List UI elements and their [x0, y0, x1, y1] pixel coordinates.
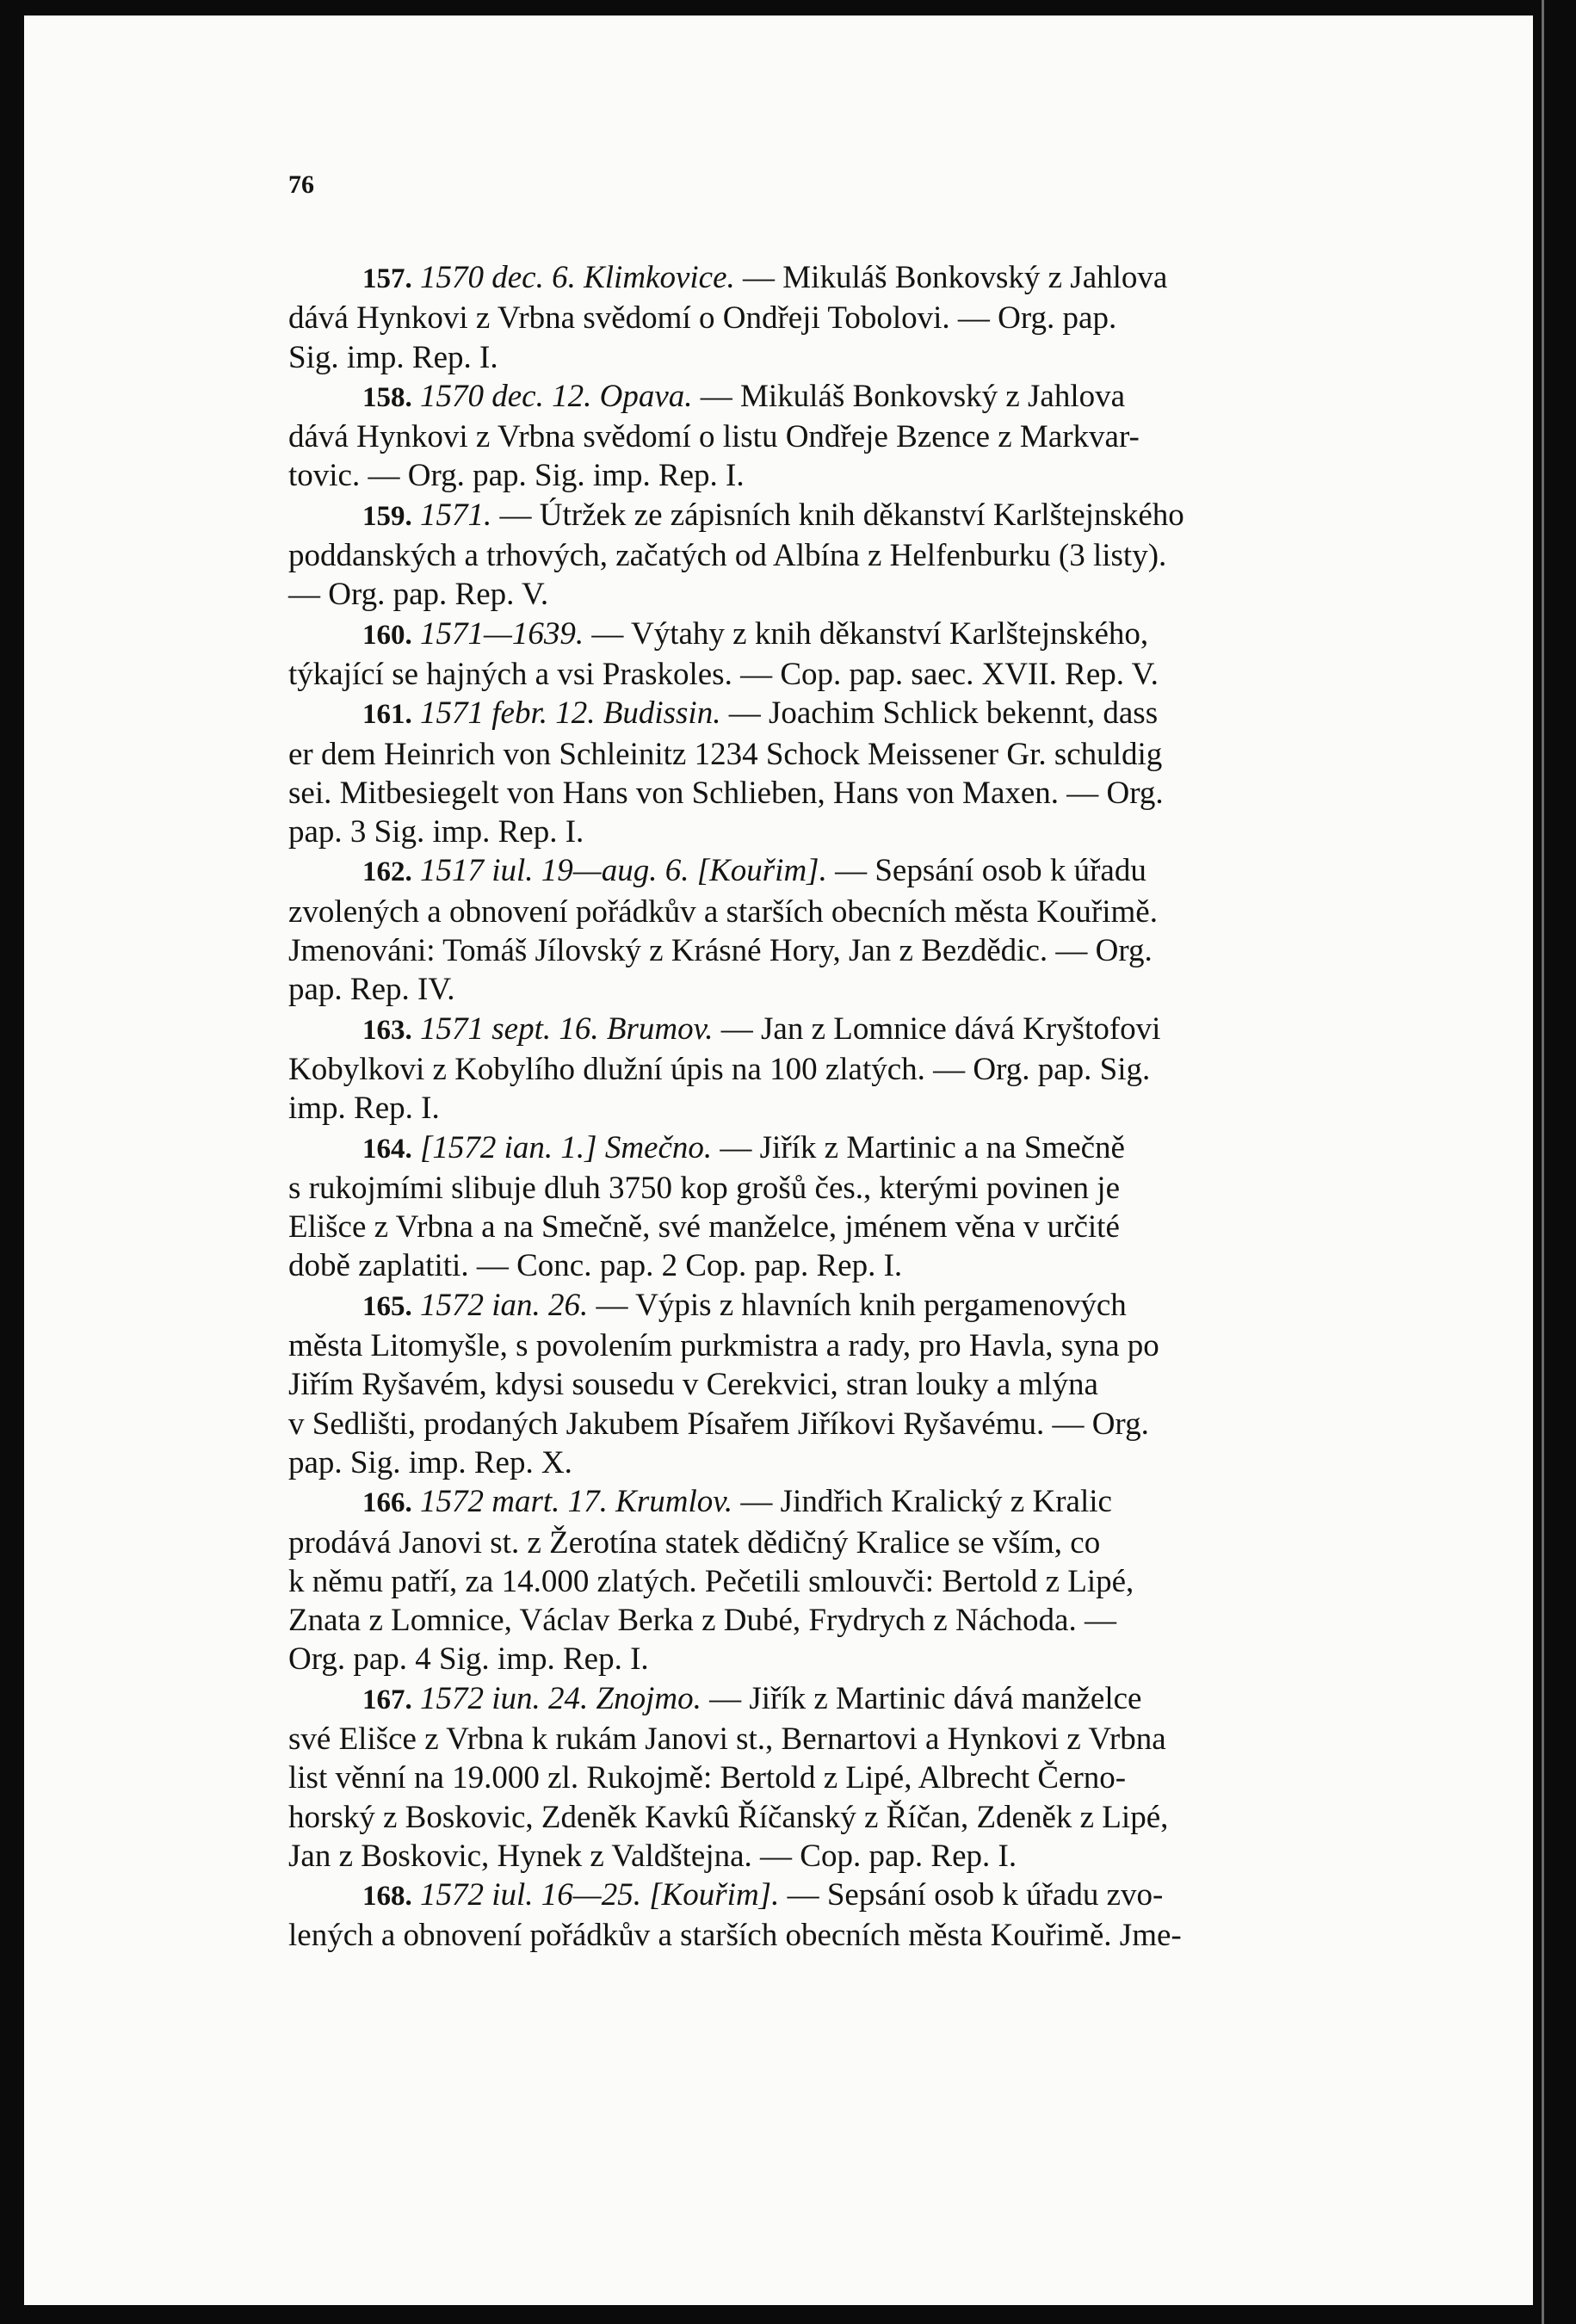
- entry-text: — Jiřík z Martinic a na Smečně s rukojmími slibuje dluh 3750 kop grošů čes., kterými povinen je Elišce z Vrbna a na Smečně, své manželce, jménem věna v určité době zaplatiti. — Conc. pap. 2 Cop. pap. Rep. I.: [288, 1129, 1125, 1284]
- entry-161: [288, 694, 1388, 851]
- entry-date-place: [1572 ian. 1.] Smečno.: [420, 1129, 713, 1165]
- entry-163: [288, 1010, 1388, 1128]
- entry-date-place: 1571 febr. 12. Budissin.: [420, 695, 721, 732]
- entry-text: — Sepsání osob k úřadu zvo- lených a obnovení pořádkův a starších obecních města Kouřimě. Jme-: [288, 1877, 1182, 1954]
- entry-158: [288, 377, 1388, 496]
- entry-text: — Jan z Lomnice dává Kryštofovi Kobylkovi z Kobylího dlužní úpis na 100 zlatých. — Org. pap. Sig. imp. Rep. I.: [288, 1011, 1161, 1127]
- entry-number: 166.: [362, 1487, 412, 1519]
- entry-date-place: 1572 ian. 26.: [420, 1287, 589, 1323]
- entry-text: — Sepsání osob k úřadu zvolených a obnovení pořádkův a starších obecních města Kouřimě. Jmenováni: Tomáš Jílovský z Krásné Hory, Jan z Bezdědic. — Org. pap. Rep. IV.: [288, 853, 1158, 1008]
- entry-text: — Jindřich Kralický z Kralic prodává Janovi st. z Žerotína statek dědičný Kralice se vším, co k němu patří, za 14.000 zlatých. Pečetili smlouvči: Bertold z Lipé, Znata z Lomnice, Václav Berka z Dubé, Frydrych z Náchoda. — Org. pap. 4 Sig. imp. Rep. I.: [288, 1484, 1134, 1678]
- entry-159: [288, 496, 1388, 615]
- entry-number: 164.: [362, 1133, 412, 1165]
- entry-text: — Výtahy z knih děkanství Karlštejnského, týkající se hajných a vsi Praskoles. — Cop. pap. saec. XVII. Rep. V.: [288, 615, 1159, 692]
- entry-date-place: 1517 iul. 19—aug. 6. [Kouřim].: [420, 853, 827, 889]
- entry-162: [288, 851, 1388, 1009]
- scan-edge-line: [1542, 0, 1544, 2324]
- entry-157: [288, 258, 1388, 377]
- entry-number: 159.: [362, 500, 412, 532]
- entry-number: 158.: [362, 381, 412, 413]
- entry-date-place: 1570 dec. 6. Klimkovice.: [420, 260, 735, 295]
- entry-text: — Joachim Schlick bekennt, dass er dem Heinrich von Schleinitz 1234 Schock Meissener Gr. schuldig sei. Mitbesiegelt von Hans von Schlieben, Hans von Maxen. — Org. pap. 3 Sig. imp. Rep. I.: [288, 695, 1164, 850]
- entry-160: [288, 615, 1388, 695]
- entry-text: — Jiřík z Martinic dává manželce své Elišce z Vrbna k rukám Janovi st., Bernartovi a Hynkovi z Vrbna list věnní na 19.000 zl. Rukojmě: Bertold z Lipé, Albrecht Černo- horský z Boskovic, Zdeněk Kavkû Říčanský z Říčan, Zdeněk z Lipé, Jan z Boskovic, Hynek z Valdštejna. — Cop. pap. Rep. I.: [288, 1680, 1169, 1874]
- entry-number: 160.: [362, 619, 412, 651]
- entry-date-place: 1571 sept. 16. Brumov.: [420, 1011, 714, 1047]
- entry-text: — Mikuláš Bonkovský z Jahlova dává Hynkovi z Vrbna svědomí o Ondřeji Tobolovi. — Org. pap. Sig. imp. Rep. I.: [288, 260, 1168, 375]
- entry-165: [288, 1286, 1388, 1482]
- entry-date-place: 1572 mart. 17. Krumlov.: [420, 1484, 733, 1520]
- entry-166: [288, 1482, 1388, 1678]
- entry-date-place: 1571—1639.: [420, 615, 584, 652]
- entry-168: [288, 1876, 1388, 1956]
- entry-164: [288, 1128, 1388, 1286]
- page-number: 76: [288, 170, 314, 199]
- entry-number: 157.: [362, 263, 412, 294]
- entry-text: — Útržek ze zápisních knih děkanství Karlštejnského poddanských a trhových, začatých od Albína z Helfenburku (3 listy). — Org. pap. Rep. V.: [288, 497, 1184, 613]
- entry-text: — Mikuláš Bonkovský z Jahlova dává Hynkovi z Vrbna svědomí o listu Ondřeje Bzence z Markvar- tovic. — Org. pap. Sig. imp. Rep. I.: [288, 378, 1140, 494]
- entry-number: 165.: [362, 1290, 412, 1322]
- register-entries: [288, 258, 1388, 1956]
- entry-date-place: 1571.: [420, 497, 492, 533]
- entry-date-place: 1572 iul. 16—25. [Kouřim].: [420, 1877, 780, 1913]
- entry-number: 168.: [362, 1881, 412, 1913]
- entry-number: 167.: [362, 1684, 412, 1715]
- entry-text: — Výpis z hlavních knih pergamenových města Litomyšle, s povolením purkmistra a rady, pro Havla, syna po Jiřím Ryšavém, kdysi sousedu v Cerekvici, stran louky a mlýna v Sedlišti, prodaných Jakubem Písařem Jiříkovi Ryšavému. — Org. pap. Sig. imp. Rep. X.: [288, 1287, 1159, 1480]
- entry-number: 161.: [362, 699, 412, 731]
- entry-date-place: 1570 dec. 12. Opava.: [420, 378, 693, 414]
- entry-number: 163.: [362, 1014, 412, 1046]
- entry-number: 162.: [362, 856, 412, 888]
- entry-date-place: 1572 iun. 24. Znojmo.: [420, 1680, 701, 1716]
- entry-167: [288, 1679, 1388, 1876]
